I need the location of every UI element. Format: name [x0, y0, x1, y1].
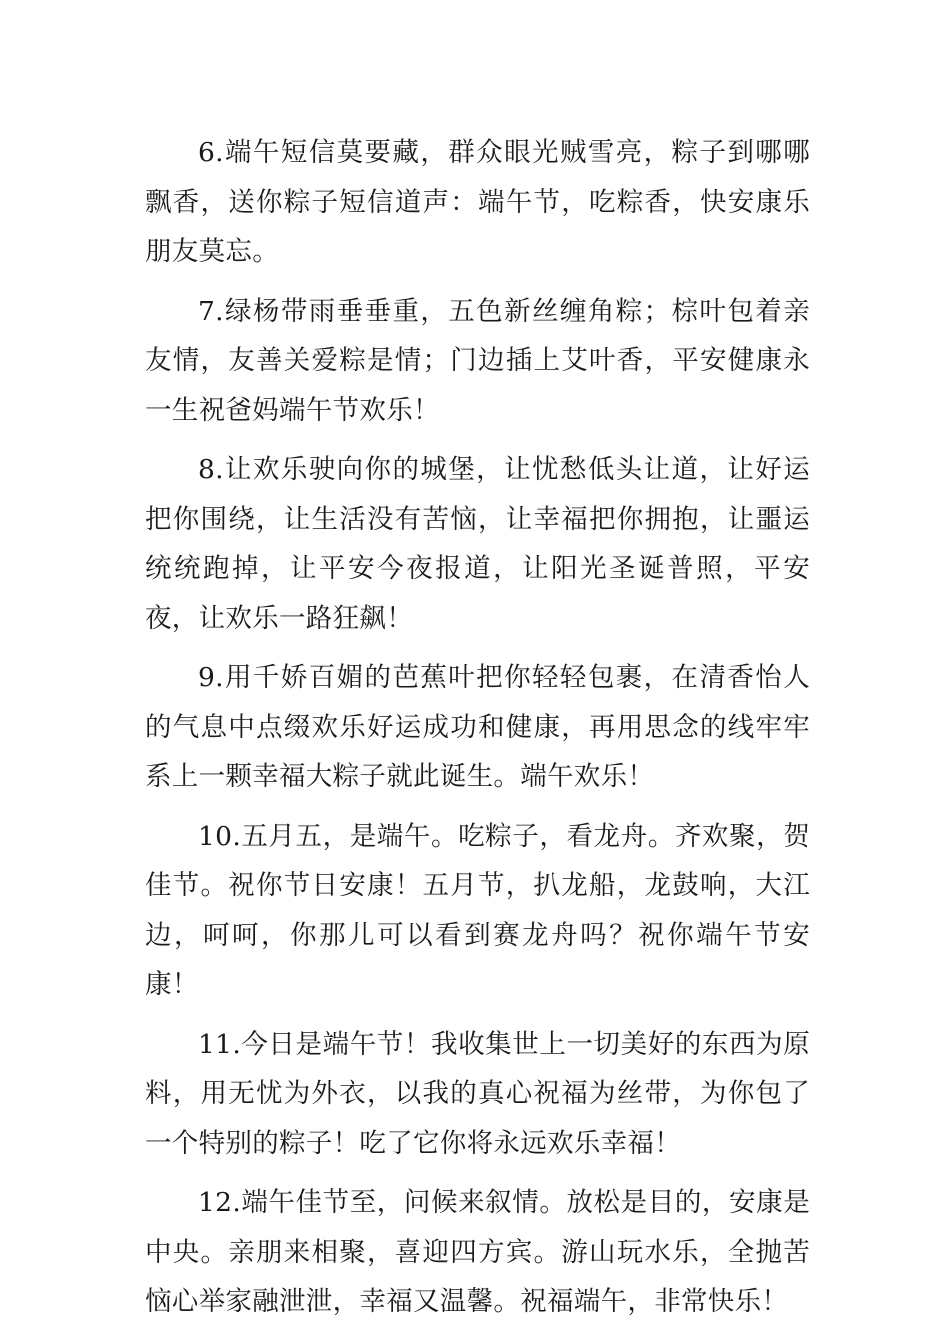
paragraph-11: 11.今日是端午节！我收集世上一切美好的东西为原料，用无忧为外衣，以我的真心祝福为丝带，为你包了一个特别的粽子！吃了它你将永远欢乐幸福！: [145, 1028, 810, 1159]
paragraph-8: 8.让欢乐驶向你的城堡，让忧愁低头让道，让好运把你围绕，让生活没有苦恼，让幸福把你拥抱，让噩运统统跑掉，让平安今夜报道，让阳光圣诞普照，平安夜，让欢乐一路狂飙！: [145, 454, 810, 634]
paragraph-12: 12.端午佳节至，问候来叙情。放松是目的，安康是中央。亲朋来相聚，喜迎四方宾。游山玩水乐，全抛苦恼心举家融泄泄，幸福又温馨。祝福端午，非常快乐！: [145, 1187, 810, 1317]
paragraph-10: 10.五月五，是端午。吃粽子，看龙舟。齐欢聚，贺佳节。祝你节日安康！五月节，扒龙船，龙鼓响，大江边，呵呵，你那儿可以看到赛龙舟吗？祝你端午节安康！: [145, 820, 810, 1000]
document-body: [145, 128, 810, 1337]
paragraph-9: 9.用千娇百媚的芭蕉叶把你轻轻包裹，在清香怡人的气息中点缀欢乐好运成功和健康，再用思念的线牢牢系上一颗幸福大粽子就此诞生。端午欢乐！: [145, 662, 810, 792]
paragraph-7: 7.绿杨带雨垂垂重，五色新丝缠角粽；棕叶包着亲友情，友善关爱粽是情；门边插上艾叶香，平安健康永一生祝爸妈端午节欢乐！: [145, 295, 810, 426]
paragraph-6: 6.端午短信莫要藏，群众眼光贼雪亮，粽子到哪哪飘香，送你粽子短信道声：端午节，吃粽香，快安康乐朋友莫忘。: [145, 137, 810, 267]
